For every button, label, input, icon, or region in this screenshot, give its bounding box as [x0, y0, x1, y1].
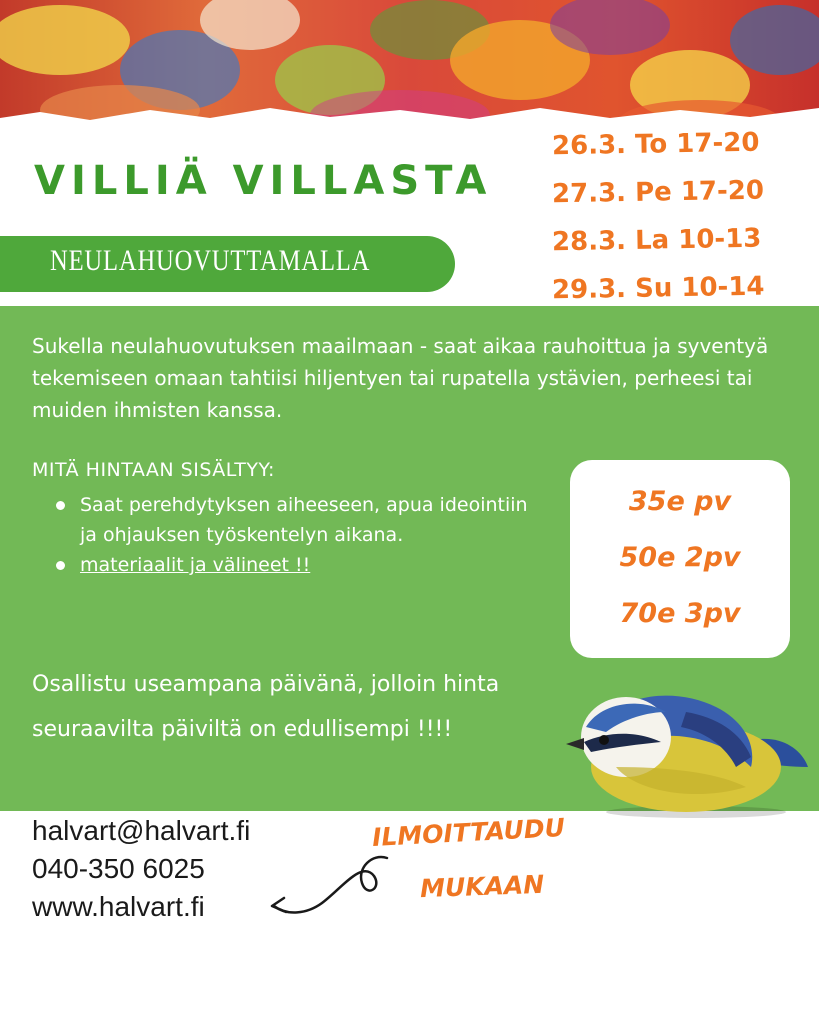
price-item: 35e pv: [628, 486, 732, 517]
date-item: 29.3. Su 10-14: [551, 271, 765, 306]
date-item: 27.3. Pe 17-20: [551, 175, 765, 210]
list-item: [56, 550, 536, 580]
discount-note: Osallistu useampana päivänä, jolloin hinta seuraavilta päiviltä on edullisempi !!!!: [32, 672, 500, 742]
price-box: [570, 460, 790, 658]
date-item: 26.3. To 17-20: [551, 127, 760, 162]
intro-text: Sukella neulahuovutuksen maailmaan - saat aikaa rauhoittua ja syventyä tekemiseen omaan tahtiisi hiljentyen tai rupatella ystävien, perheesi tai muiden ihmisten kanssa.: [32, 334, 769, 422]
list-item-text: Saat perehdytyksen aiheeseen, apua ideointiin ja ohjauksen työskentelyn aikana.: [80, 494, 528, 546]
list-item-text: materiaalit ja välineet !!: [80, 554, 311, 576]
felt-banner-image: [0, 0, 819, 135]
list-item: [56, 490, 536, 550]
signup-text: MUKAAN: [419, 869, 545, 904]
date-item: 28.3. La 10-13: [551, 223, 762, 258]
email-link[interactable]: halvart@halvart.fi: [32, 815, 251, 846]
included-heading: MITÄ HINTAAN SISÄLTYY:: [32, 459, 275, 481]
subtitle-text: NEULAHUOVUTTAMALLA: [50, 244, 371, 277]
dates-list: [552, 120, 812, 312]
signup-text: ILMOITTAUDU: [371, 812, 566, 853]
phone-number[interactable]: 040-350 6025: [32, 853, 205, 884]
website-link[interactable]: www.halvart.fi: [32, 891, 205, 922]
price-item: 50e 2pv: [619, 542, 741, 573]
contact-block: [32, 812, 250, 926]
curly-arrow-icon: [262, 848, 392, 928]
felt-bird-image: [556, 672, 812, 820]
page-title: VILLIÄ VILLASTA: [34, 158, 493, 204]
included-list: [56, 490, 536, 580]
price-item: 70e 3pv: [619, 598, 741, 629]
